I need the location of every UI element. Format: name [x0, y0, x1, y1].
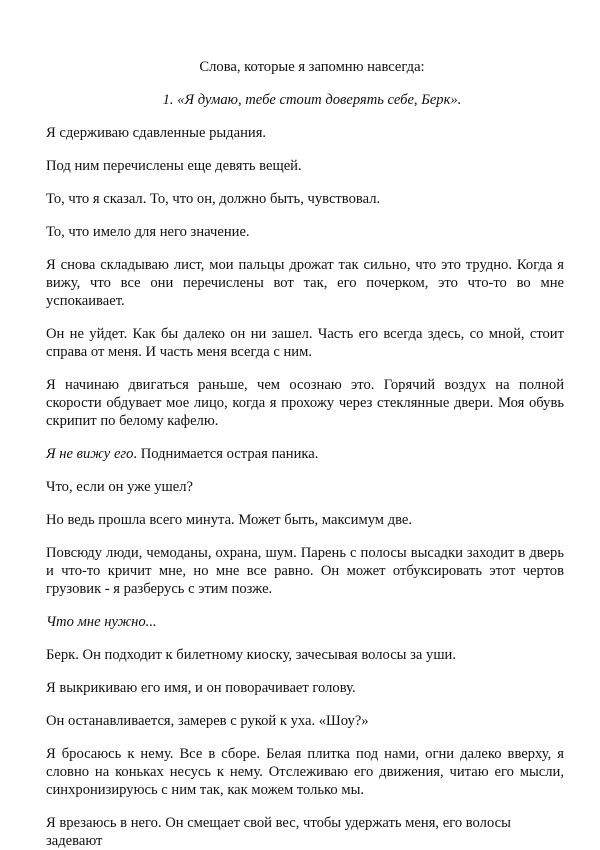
document-page [46, 58, 564, 850]
paragraph [46, 445, 564, 463]
italic-paragraph: Что мне нужно... [46, 614, 157, 630]
paragraph: Он останавливается, замерев с рукой к уха. «Шоу?» [46, 713, 369, 729]
paragraph: Повсюду люди, чемоданы, охрана, шум. Парень с полосы высадки заходит в дверь и что-то кричит мне, но мне все равно. Он может отбуксировать этот чертов грузовик - я разберусь с этим позже. [46, 545, 564, 597]
paragraph: Под ним перечислены еще девять вещей. [46, 158, 302, 174]
paragraph: Я бросаюсь к нему. Все в сборе. Белая плитка под нами, огни далеко вверху, я словно на коньках несусь к нему. Отслеживаю его движения, читаю его мысли, синхронизируюсь с ним так, как можем только мы. [46, 746, 564, 798]
paragraph: То, что имело для него значение. [46, 224, 250, 240]
section-heading: Слова, которые я запомню навсегда: [199, 59, 425, 75]
paragraph-text: . Поднимается острая паника. [133, 446, 319, 462]
paragraph: Он не уйдет. Как бы далеко он ни зашел. Часть его всегда здесь, со мной, стоит справа от меня. И часть меня всегда с ним. [46, 326, 564, 360]
paragraph: Я начинаю двигаться раньше, чем осознаю это. Горячий воздух на полной скорости обдувает мое лицо, когда я прохожу через стеклянные двери. Моя обувь скрипит по белому кафелю. [46, 377, 564, 429]
paragraph: Я врезаюсь в него. Он смещает свой вес, чтобы удержать меня, его волосы задевают [46, 815, 511, 849]
paragraph: Берк. Он подходит к билетному киоску, зачесывая волосы за уши. [46, 647, 457, 663]
paragraph: Но ведь прошла всего минута. Может быть, максимум две. [46, 512, 413, 528]
paragraph: То, что я сказал. То, что он, должно быть, чувствовал. [46, 191, 381, 207]
paragraph: Я сдерживаю сдавленные рыдания. [46, 125, 267, 141]
paragraph: Я выкрикиваю его имя, и он поворачивает голову. [46, 680, 356, 696]
italic-phrase: Я не вижу его [46, 446, 134, 462]
epigraph-quote: 1. «Я думаю, тебе стоит доверять себе, Берк». [162, 92, 462, 108]
paragraph: Что, если он уже ушел? [46, 479, 193, 495]
paragraph: Я снова складываю лист, мои пальцы дрожат так сильно, что это трудно. Когда я вижу, что все они перечислены вот так, его почерком, это что-то во мне успокаивает. [46, 257, 564, 309]
